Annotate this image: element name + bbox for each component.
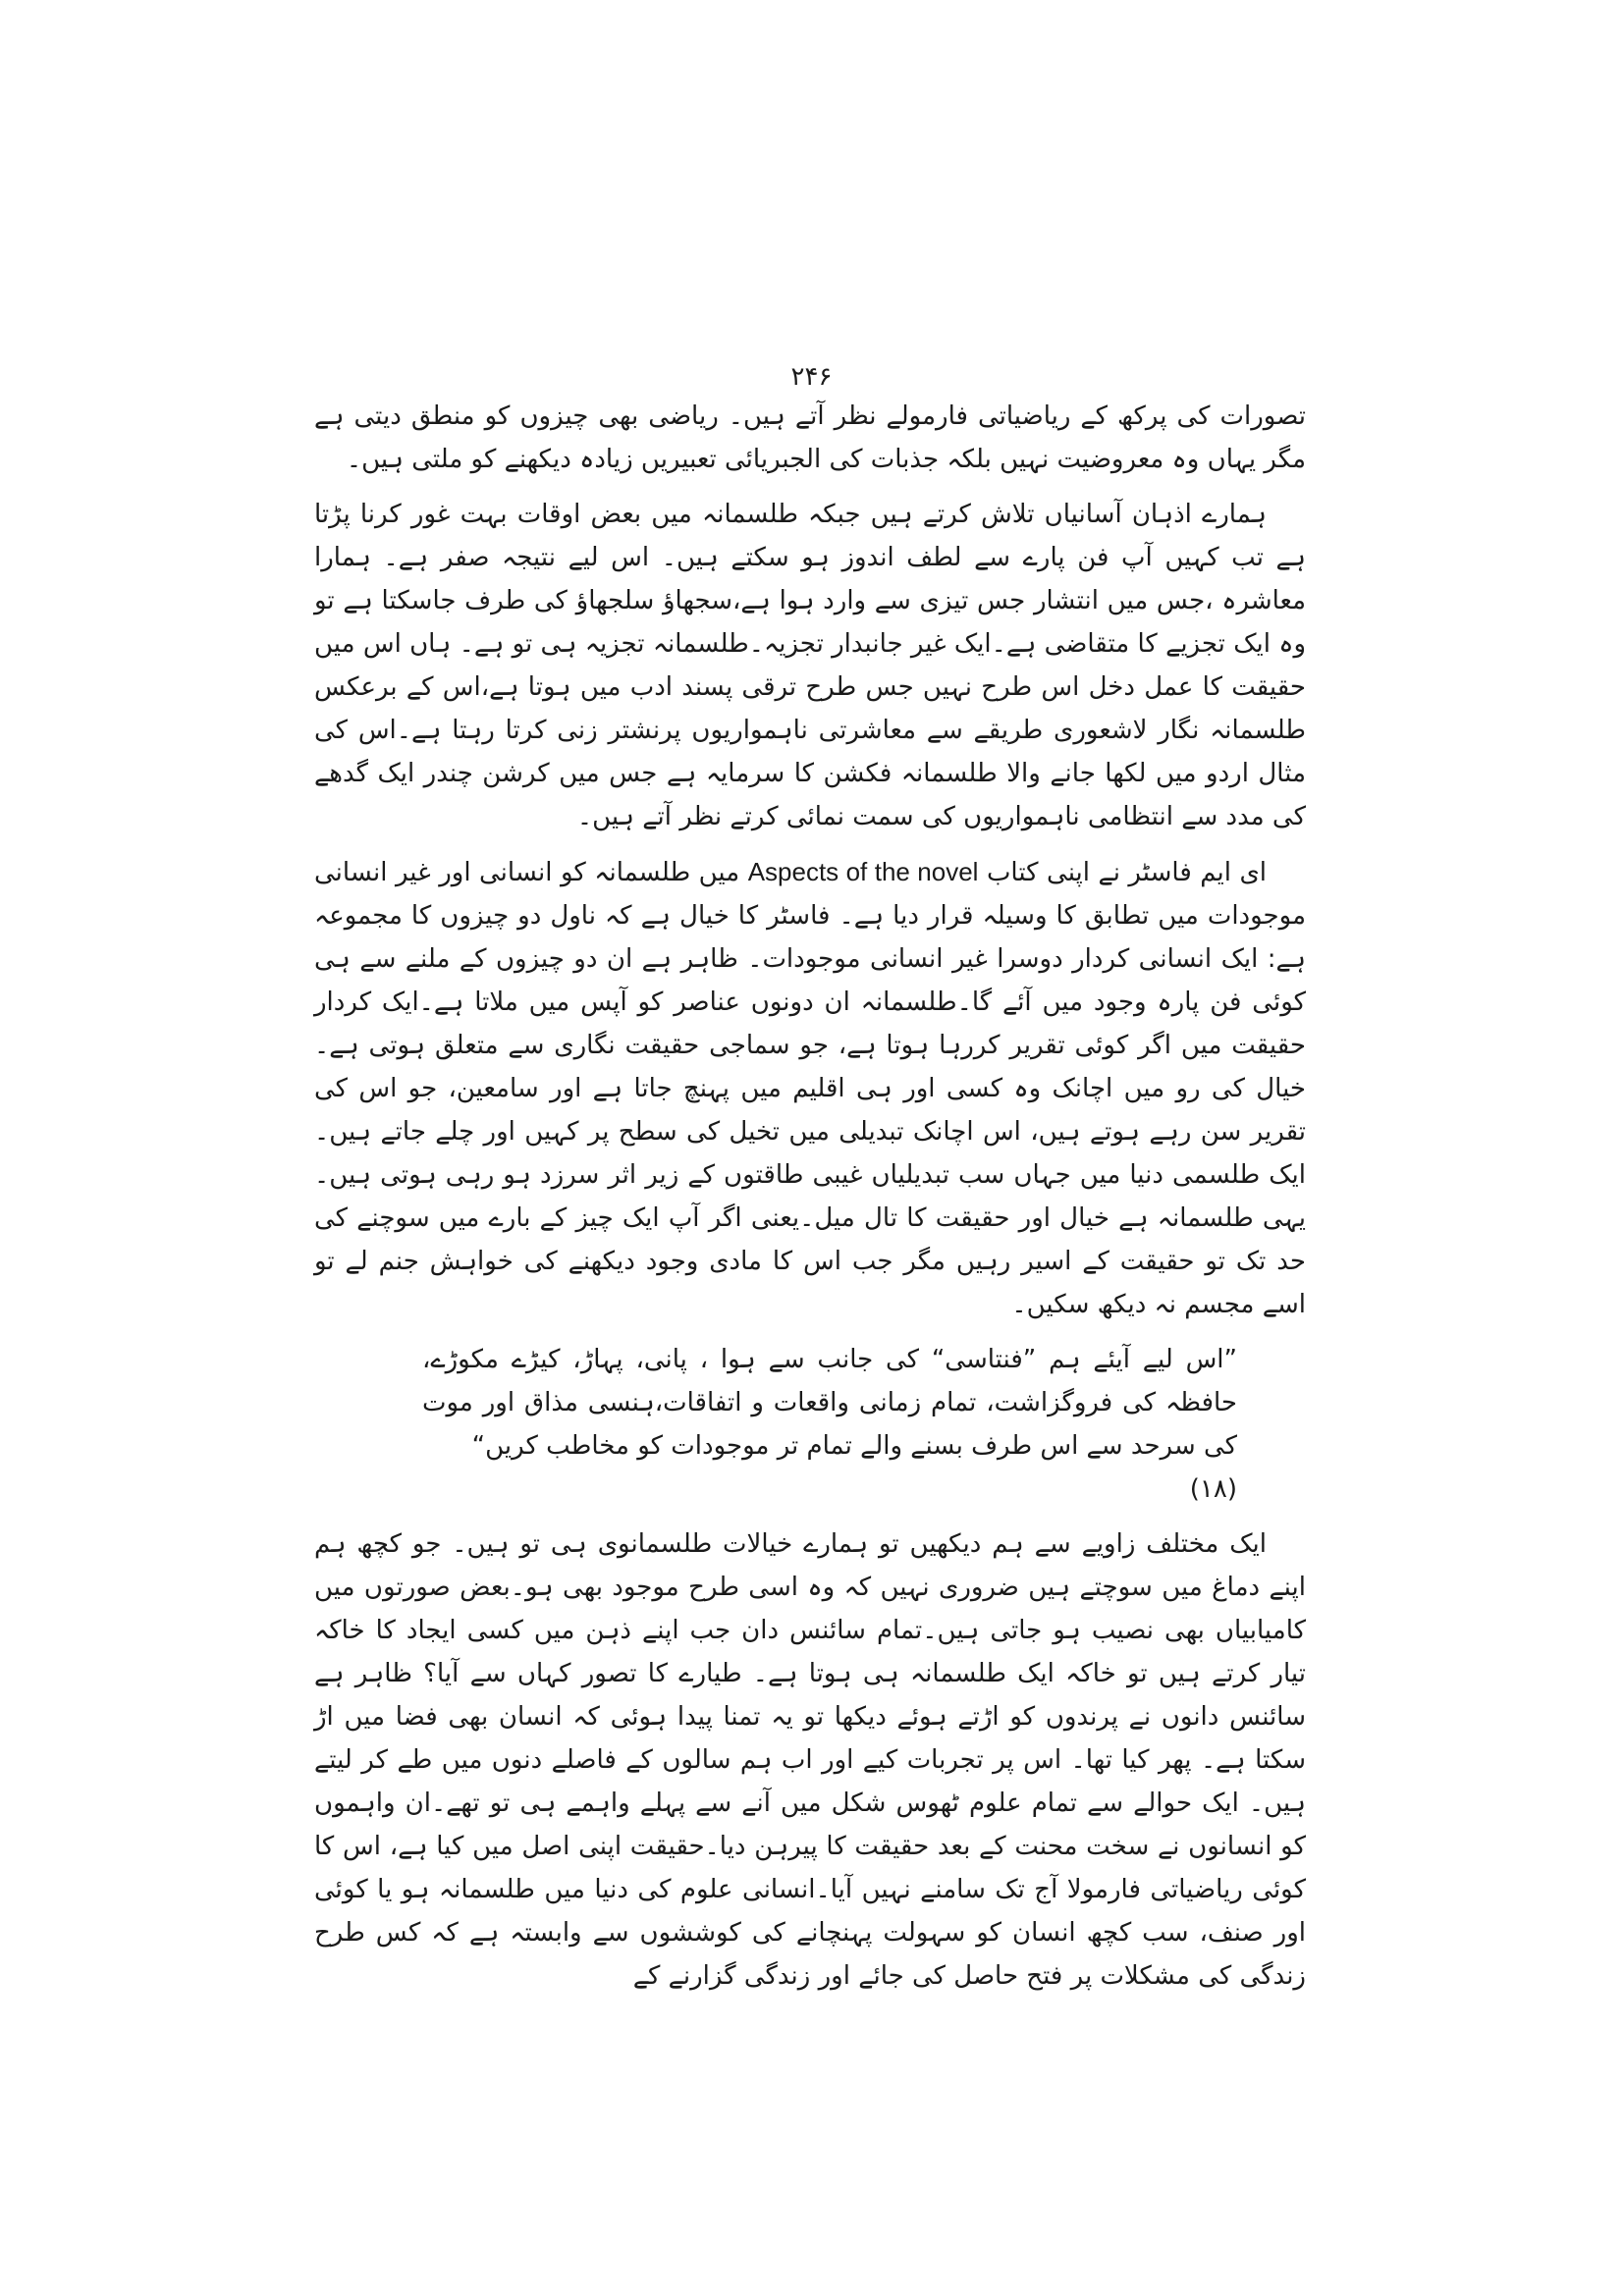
block-quote (314, 1338, 1306, 1511)
paragraph-1: تصورات کی پرکھ کے ریاضیاتی فارمولے نظر آتے ہیں۔ ریاضی بھی چیزوں کو منطق دیتی ہے مگر یہاں وہ معروضیت نہیں بلکہ جذبات کی الجبریائی تعبیریں زیادہ دیکھنے کو ملتی ہیں۔ (314, 401, 1306, 474)
page-number: ۲۴۶ (790, 362, 833, 392)
body-text (314, 395, 1306, 2009)
paragraph-3 (314, 850, 1306, 1326)
quote-citation: (۱۸) (1189, 1474, 1237, 1504)
paragraph-5: ایک مختلف زاویے سے ہم دیکھیں تو ہمارے خیالات طلسمانوی ہی تو ہیں۔ جو کچھ ہم اپنے دماغ میں سوچتے ہیں ضروری نہیں کہ وہ اسی طرح موجود بھی ہو۔بعض صورتوں میں کامیابیاں بھی نصیب ہو جاتی ہیں۔تمام سائنس دان جب اپنے ذہن میں کسی ایجاد کا خاکہ تیار کرتے ہیں تو خاکہ ایک طلسمانہ ہی ہوتا ہے۔ طیارے کا تصور کہاں سے آیا؟ ظاہر ہے سائنس دانوں نے پرندوں کو اڑتے ہوئے دیکھا تو یہ تمنا پیدا ہوئی کہ انسان بھی فضا میں اڑ سکتا ہے۔ پھر کیا تھا۔ اس پر تجربات کیے اور اب ہم سالوں کے فاصلے دنوں میں طے کر لیتے ہیں۔ ایک حوالے سے تمام علوم ٹھوس شکل میں آنے سے پہلے واہمے ہی تو تھے۔ان واہموں کو انسانوں نے سخت محنت کے بعد حقیقت کا پیرہن دیا۔حقیقت اپنی اصل میں کیا ہے، اس کا کوئی ریاضیاتی فارمولا آج تک سامنے نہیں آیا۔انسانی علوم کی دنیا میں طلسمانہ ہو یا کوئی اور صنف، سب کچھ انسان کو سہولت پہنچانے کی کوششوں سے وابستہ ہے کہ کس طرح زندگی کی مشکلات پر فتح حاصل کی جائے اور زندگی گزارنے کے (314, 1529, 1306, 1991)
paragraph-3-body: میں طلسمانہ کو انسانی اور غیر انسانی موجودات میں تطابق کا وسیلہ قرار دیا ہے۔ فاسٹر کا خیال ہے کہ ناول دو چیزوں کا مجموعہ ہے: ایک انسانی کردار دوسرا غیر انسانی موجودات۔ ظاہر ہے ان دو چیزوں کے ملنے سے ہی کوئی فن پارہ وجود میں آئے گا۔طلسمانہ ان دونوں عناصر کو آپس میں ملاتا ہے۔ایک کردار حقیقت میں اگر کوئی تقریر کررہا ہوتا ہے، جو سماجی حقیقت نگاری سے متعلق ہوتی ہے۔خیال کی رو میں اچانک وہ کسی اور ہی اقلیم میں پہنچ جاتا ہے اور سامعین، جو اس کی تقریر سن رہے ہوتے ہیں، اس اچانک تبدیلی میں تخیل کی سطح پر کہیں اور چلے جاتے ہیں۔ایک طلسمی دنیا میں جہاں سب تبدیلیاں غیبی طاقتوں کے زیر اثر سرزد ہو رہی ہوتی ہیں۔ یہی طلسمانہ ہے خیال اور حقیقت کا تال میل۔یعنی اگر آپ ایک چیز کے بارے میں سوچنے کی حد تک تو حقیقت کے اسیر رہیں مگر جب اس کا مادی وجود دیکھنے کی خواہش جنم لے تو اسے مجسم نہ دیکھ سکیں۔ (314, 858, 1306, 1319)
quote-text: ”اس لیے آیئے ہم ”فنتاسی“ کی جانب سے ہوا ، پانی، پہاڑ، کیڑے مکوڑے، حافظہ کی فروگزاشت، تمام زمانی واقعات و اتفاقات،ہنسی مذاق اور موت کی سرحد سے اس طرف بسنے والے تمام تر موجودات کو مخاطب کریں“ (422, 1345, 1237, 1461)
paragraph-3-lead: ای ایم فاسٹر نے اپنی کتاب (986, 858, 1268, 887)
paragraph-2: ہمارے اذہان آسانیاں تلاش کرتے ہیں جبکہ طلسمانہ میں بعض اوقات بہت غور کرنا پڑتا ہے تب کہیں آپ فن پارے سے لطف اندوز ہو سکتے ہیں۔ اس لیے نتیجہ صفر ہے۔ ہمارا معاشرہ ،جس میں انتشار جس تیزی سے وارد ہوا ہے،سجھاؤ سلجھاؤ کی طرف جاسکتا ہے تو وہ ایک تجزیے کا متقاضی ہے۔ایک غیر جانبدار تجزیہ۔طلسمانہ تجزیہ ہی تو ہے۔ ہاں اس میں حقیقت کا عمل دخل اس طرح نہیں جس طرح ترقی پسند ادب میں ہوتا ہے،اس کے برعکس طلسمانہ نگار لاشعوری طریقے سے معاشرتی ناہمواریوں پرنشتر زنی کرتا رہتا ہے۔اس کی مثال اردو میں لکھا جانے والا طلسمانہ فکشن کا سرمایہ ہے جس میں کرشن چندر ایک گدھے کی مدد سے انتظامی ناہمواریوں کی سمت نمائی کرتے نظر آتے ہیں۔ (314, 500, 1306, 831)
book-title-english: Aspects of the novel (747, 857, 979, 886)
